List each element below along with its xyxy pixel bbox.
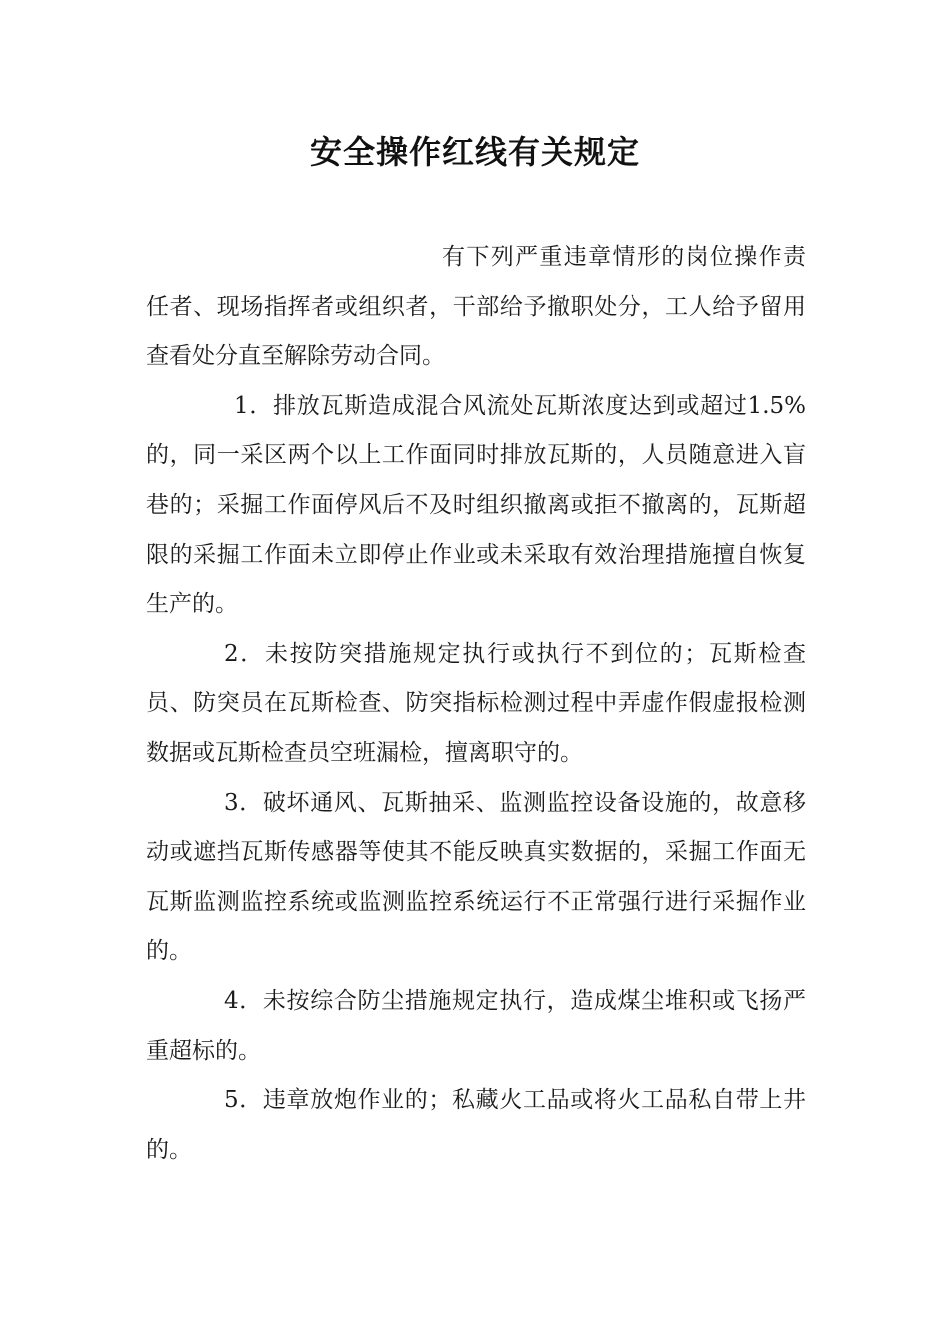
rule-item-2: 2．未按防突措施规定执行或执行不到位的；瓦斯检查员、防突员在瓦斯检查、防突指标检测过程中弄虚作假虚报检测数据或瓦斯检查员空班漏检，擅离职守的。 — [146, 640, 806, 766]
document-title: 安全操作红线有关规定 — [309, 133, 640, 171]
rule-item-5: 5．违章放炮作业的；私藏火工品或将火工品私自带上井的。 — [146, 1087, 806, 1163]
intro-paragraph: 有下列严重违章情形的岗位操作责任者、现场指挥者或组织者，干部给予撤职处分，工人给予留用查看处分直至解除劳动合同。 — [146, 244, 806, 370]
rule-item-3: 3．破坏通风、瓦斯抽采、监测监控设备设施的，故意移动或遮挡瓦斯传感器等使其不能反映真实数据的，采掘工作面无瓦斯监测监控系统或监测监控系统运行不正常强行进行采掘作业的。 — [146, 789, 806, 965]
rule-item-4: 4．未按综合防尘措施规定执行，造成煤尘堆积或飞扬严重超标的。 — [146, 987, 806, 1064]
rule-item-1: 1．排放瓦斯造成混合风流处瓦斯浓度达到或超过1.5%的，同一采区两个以上工作面同时排放瓦斯的，人员随意进入盲巷的；采掘工作面停风后不及时组织撤离或拒不撤离的，瓦斯超限的采掘工作面未立即停止作业或未采取有效治理措施擅自恢复生产的。 — [146, 392, 806, 618]
document-body — [146, 233, 806, 1175]
